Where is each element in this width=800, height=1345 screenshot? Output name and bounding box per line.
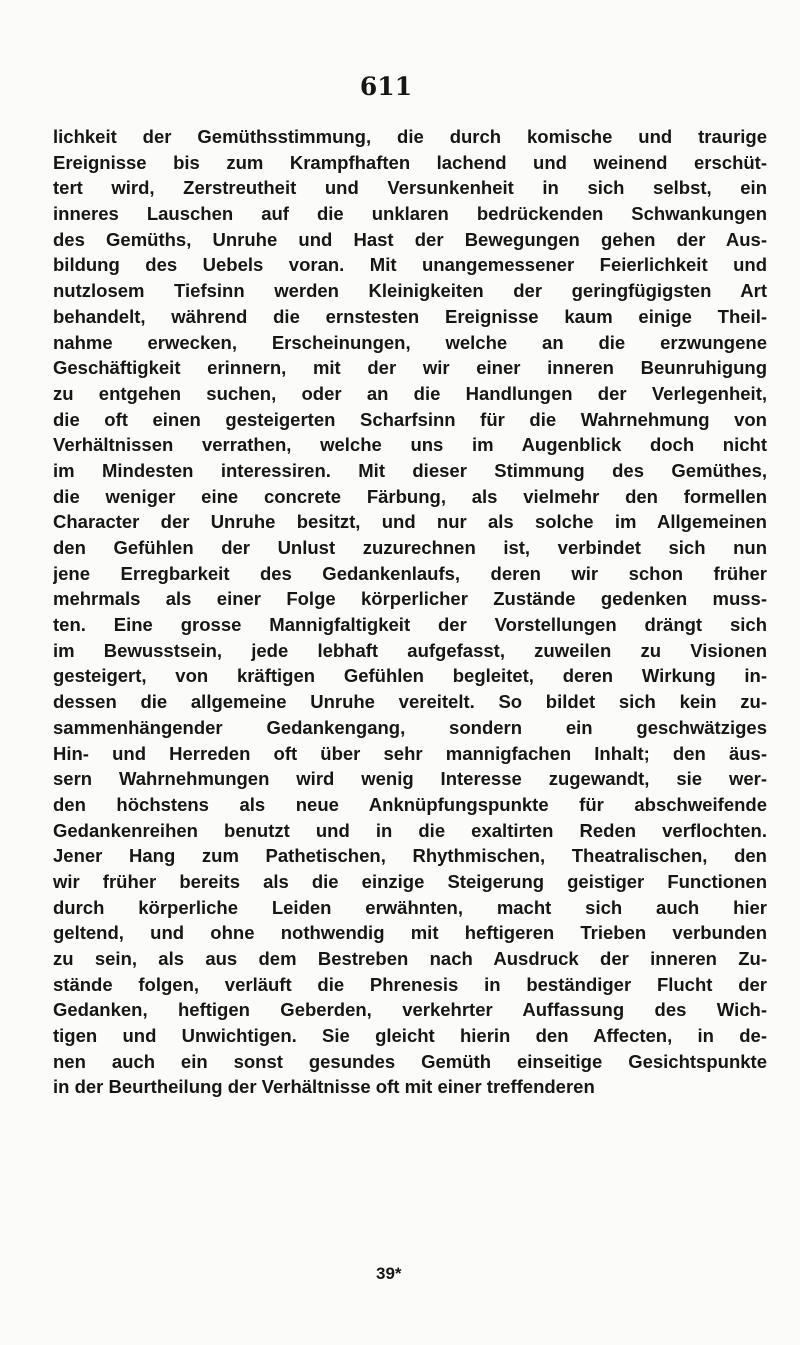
text-line: behandelt, während die ernstesten Ereignisse kaum einige Theil- [53, 305, 767, 327]
text-line: Gedankenreihen benutzt und in die exaltirten Reden verflochten. [53, 819, 767, 841]
text-line: lichkeit der Gemüthsstimmung, die durch komische und traurige [53, 126, 767, 147]
text-line: zu entgehen suchen, oder an die Handlungen der Verlegenheit, [53, 382, 767, 404]
text-line: Jener Hang zum Pathetischen, Rhythmischen, Theatralischen, den [53, 845, 767, 867]
body-text [53, 124, 767, 1100]
text-line: die weniger eine concrete Färbung, als vielmehr den formellen [53, 485, 767, 507]
text-line: nen auch ein sonst gesundes Gemüth einseitige Gesichtspunkte [53, 1050, 767, 1072]
text-line: nahme erwecken, Erscheinungen, welche an die erzwungene [53, 331, 767, 353]
text-line: in der Beurtheilung der Verhältnisse oft mit einer treffenderen [53, 1076, 595, 1098]
text-line: wir früher bereits als die einzige Steigerung geistiger Functionen [53, 870, 767, 892]
text-line: im Bewusstsein, jede lebhaft aufgefasst, zuweilen zu Visionen [53, 639, 767, 661]
text-line: sammenhängender Gedankengang, sondern ein geschwätziges [53, 716, 767, 738]
text-line: Geschäftigkeit erinnern, mit der wir einer inneren Beunruhigung [53, 357, 767, 379]
text-line: Verhältnissen verrathen, welche uns im Augenblick doch nicht [53, 434, 767, 456]
page-number: 611 [359, 72, 413, 101]
text-line: tigen und Unwichtigen. Sie gleicht hierin den Affecten, in de- [53, 1025, 767, 1047]
signature-mark: 39* [376, 1264, 402, 1283]
text-line: inneres Lauschen auf die unklaren bedrückenden Schwankungen [53, 203, 767, 225]
text-line: jene Erregbarkeit des Gedankenlaufs, deren wir schon früher [53, 562, 767, 584]
text-line: mehrmals als einer Folge körperlicher Zustände gedenken muss- [53, 588, 767, 610]
text-line: Gedanken, heftigen Geberden, verkehrter Auffassung des Wich- [53, 999, 767, 1021]
text-line: im Mindesten interessiren. Mit dieser Stimmung des Gemüthes, [53, 459, 767, 481]
text-line: die oft einen gesteigerten Scharfsinn für die Wahrnehmung von [53, 408, 767, 430]
text-line: stände folgen, verläuft die Phrenesis in beständiger Flucht der [53, 973, 767, 995]
text-line: zu sein, als aus dem Bestreben nach Ausdruck der inneren Zu- [53, 948, 767, 969]
text-line: tert wird, Zerstreutheit und Versunkenheit in sich selbst, ein [53, 177, 767, 199]
text-line: dessen die allgemeine Unruhe vereitelt. So bildet sich kein zu- [53, 691, 767, 713]
text-line: geltend, und ohne nothwendig mit heftigeren Trieben verbunden [53, 922, 767, 944]
text-line: den Gefühlen der Unlust zuzurechnen ist, verbindet sich nun [53, 537, 767, 558]
text-line: des Gemüths, Unruhe und Hast der Bewegungen gehen der Aus- [53, 228, 767, 250]
text-line: Hin- und Herreden oft über sehr mannigfachen Inhalt; den äus- [53, 742, 767, 764]
text-line: durch körperliche Leiden erwähnten, macht sich auch hier [53, 896, 767, 918]
text-line: ten. Eine grosse Mannigfaltigkeit der Vorstellungen drängt sich [53, 614, 767, 636]
text-line: bildung des Uebels voran. Mit unangemessener Feierlichkeit und [53, 254, 767, 276]
text-line: sern Wahrnehmungen wird wenig Interesse zugewandt, sie wer- [53, 768, 767, 790]
text-line: gesteigert, von kräftigen Gefühlen begleitet, deren Wirkung in- [53, 665, 767, 687]
text-line: nutzlosem Tiefsinn werden Kleinigkeiten der geringfügigsten Art [53, 280, 767, 302]
text-line: den höchstens als neue Anknüpfungspunkte für abschweifende [53, 793, 767, 815]
text-line: Ereignisse bis zum Krampfhaften lachend und weinend erschüt- [53, 151, 767, 173]
text-line: Character der Unruhe besitzt, und nur als solche im Allgemeinen [53, 511, 767, 533]
